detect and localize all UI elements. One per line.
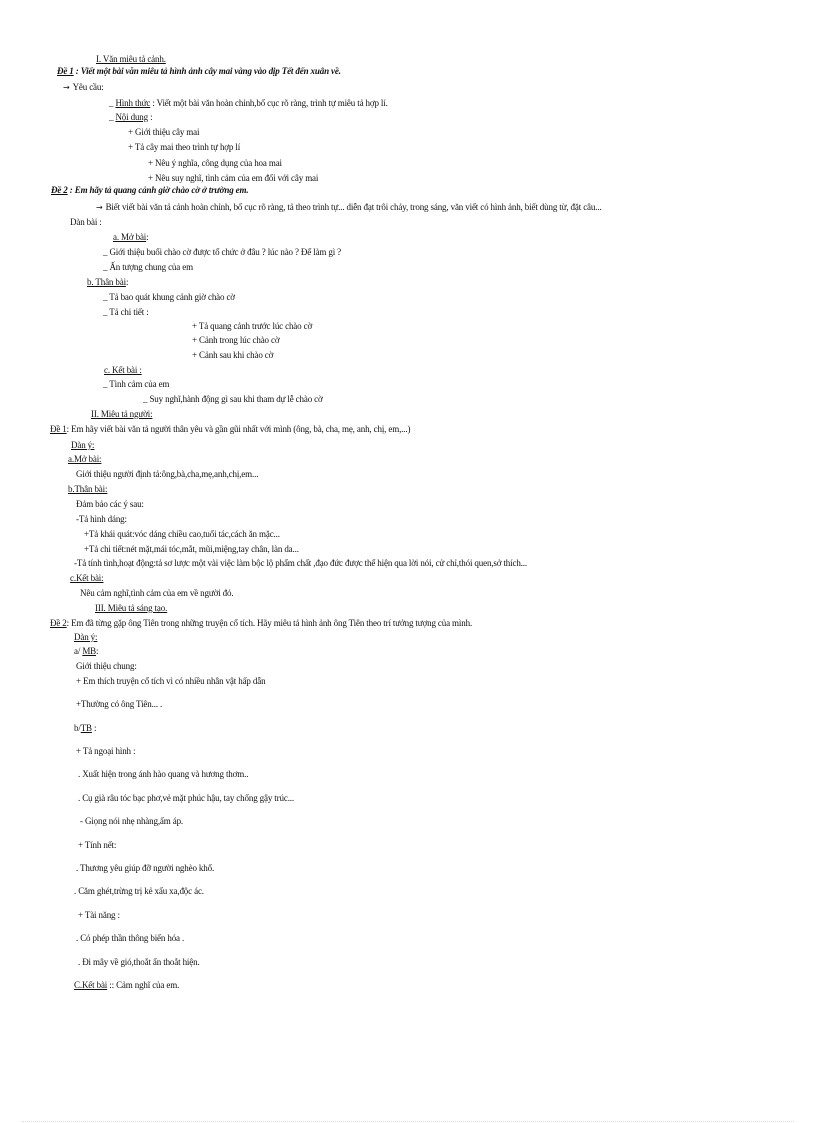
list-item: _ Tình cảm của em <box>103 379 170 389</box>
danyi-label: Dàn ý: <box>71 440 95 450</box>
list-item: + Giới thiệu cây mai <box>128 127 200 137</box>
ketbai-heading: c.Kết bài: <box>70 573 104 583</box>
mb-colon: : <box>96 646 99 656</box>
list-item: +Tả khái quát:vóc dáng chiều cao,tuổi tác,cách ăn mặc... <box>84 529 280 539</box>
de1-prompt <box>57 65 341 77</box>
hinhthuc-text: : Viết một bài văn hoàn chỉnh,bố cục rõ ràng, trình tự miêu tả hợp lí. <box>152 98 388 108</box>
s3-de2-label: Đề 2 <box>50 618 67 628</box>
section-2-heading: II. Miêu tả người: <box>91 409 153 419</box>
list-item: _ Suy nghĩ,hành động gì sau khi tham dự lễ chào cờ <box>143 394 323 404</box>
list-item: + Nêu ý nghĩa, công dụng của hoa mai <box>148 158 282 168</box>
tainang-heading: + Tài năng : <box>78 910 120 920</box>
s3-de2-text: : Em đã từng gặp ông Tiên trong những truyện cổ tích. Hãy miêu tả hình ảnh ông Tiên theo trí tưởng tượng của mình. <box>66 618 473 628</box>
list-item: . Căm ghét,trừng trị kẻ xấu xa,độc ác. <box>74 886 204 896</box>
ngoaihinh-heading: + Tả ngoại hình : <box>76 746 136 756</box>
list-item: + Nêu suy nghĩ, tình cảm của em đối với cây mai <box>148 173 319 183</box>
mobai-heading: a.Mở bài: <box>68 454 102 464</box>
list-item: + Cảnh sau khi chào cờ <box>192 350 274 360</box>
noidung-label: Nội dung <box>115 112 149 122</box>
mb-label: MB <box>82 646 97 656</box>
tb-colon: : <box>94 723 97 733</box>
kb-label: C.Kết bài <box>74 980 108 990</box>
page-bottom-divider <box>22 1121 794 1122</box>
yeucau-label: Yêu cầu: <box>72 82 104 92</box>
kb-text: :: Cảm nghĩ của em. <box>109 980 180 990</box>
section-3-heading: III. Miêu tả sáng tạo. <box>95 603 168 613</box>
list-item: + Tả quang cảnh trước lúc chào cờ <box>192 321 313 331</box>
list-item: +Tả chi tiết:nét mặt,mái tóc,mắt, mũi,miệng,tay chân, làn da... <box>84 544 299 554</box>
list-item: _ Giới thiệu buổi chào cờ được tổ chức ở đâu ? lúc nào ? Để làm gì ? <box>103 247 342 257</box>
tb-label: TB <box>80 723 92 733</box>
ketbai-text: Nêu cảm nghĩ,tình cảm của em về người đó. <box>80 588 234 598</box>
mb-prefix: a/ <box>74 646 81 656</box>
thanbai-colon: : <box>125 277 129 287</box>
mobai-colon: : <box>146 232 149 242</box>
list-item: _ Tả bao quát khung cảnh giờ chào cờ <box>103 292 235 302</box>
list-item: _ Ấn tượng chung của em <box>103 262 193 272</box>
yeucau-line <box>63 81 104 94</box>
ketbai-heading: c. Kết bài : <box>104 365 142 375</box>
thanbai-heading <box>87 276 128 288</box>
tahinh-text: -Tả hình dáng: <box>76 514 127 524</box>
mobai-label: a. Mở bài <box>113 232 147 242</box>
list-item: + Em thích truyện cổ tích vì có nhiều nhân vật hấp dẫn <box>76 676 266 686</box>
de2-label: Đề 2 <box>51 185 68 195</box>
list-item: . Đi mây về gió,thoắt ẩn thoắt hiện. <box>78 957 200 967</box>
de1-label: Đề 1 <box>57 66 74 76</box>
hinhthuc-line: _ Hình thức : Viết một bài văn hoàn chỉnh,bố cục rõ ràng, trình tự miêu tả hợp lí. <box>109 98 388 108</box>
kb-heading <box>74 979 179 991</box>
list-item: - Giọng nói nhẹ nhàng,ấm áp. <box>80 816 184 826</box>
arrow-right-icon: → <box>96 203 103 212</box>
s3-de2-prompt <box>50 617 472 629</box>
arrow-right-icon: → <box>63 83 70 92</box>
list-item: +Thường có ông Tiên... . <box>76 699 163 709</box>
s2-de1-label: Đề 1 <box>50 424 67 434</box>
mb-heading <box>74 645 98 657</box>
de2-text: : Em hãy tả quang cảnh giờ chào cờ ở trường em. <box>69 185 249 195</box>
de2-prompt <box>51 184 248 196</box>
dambao-text: Đảm bảo các ý sau: <box>76 499 144 509</box>
danbai-label: Dàn bài : <box>70 217 102 227</box>
noidung-colon: : <box>150 112 153 122</box>
gioithieu-text: Giới thiệu chung: <box>76 661 137 671</box>
list-item: . Xuất hiện trong ánh hào quang và hương thơm.. <box>78 769 249 779</box>
list-item: . Thương yêu giúp đỡ người nghèo khổ. <box>76 863 215 873</box>
list-item: . Cụ già râu tóc bạc phơ,vẻ mặt phúc hậu, tay chống gậy trúc... <box>78 793 294 803</box>
tinhtinh-text: -Tả tính tình,hoạt động:tả sơ lược một vài việc làm bộc lộ phẩm chất ,đạo đức được thể hiện qua lời nói, cử chỉ,thói quen,sở thích... <box>74 558 528 568</box>
mobai-text: Giới thiệu người định tả:ông,bà,cha,mẹ,anh,chị,em... <box>76 469 259 479</box>
list-item: _ Tả chi tiết : <box>103 307 149 317</box>
thanbai-heading: b.Thân bài: <box>68 484 108 494</box>
de1-text: : Viết một bài văn miêu tả hình ảnh cây mai vàng vào dịp Tết đến xuân về. <box>75 66 341 76</box>
mobai-heading <box>113 231 149 243</box>
danyi-label: Dàn ý: <box>74 632 98 642</box>
thanbai-label: b. Thân bài <box>87 277 126 287</box>
list-item: + Tả cây mai theo trình tự hợp lí <box>128 142 241 152</box>
s2-de1-prompt <box>50 423 410 435</box>
de2-intro: Biết viết bài văn tả cảnh hoàn chỉnh, bố cục rõ ràng, tả theo trình tự... diễn đạt trôi chảy, trong sáng, văn viết có hình ảnh, biết dùng từ, đặt câu... <box>105 202 602 212</box>
hinhthuc-label: Hình thức <box>115 98 151 108</box>
list-item: . Có phép thần thông biến hóa . <box>76 933 185 943</box>
s2-de1-text: : Em hãy viết bài văn tả người thân yêu và gần gũi nhất với mình (ông, bà, cha, mẹ, anh, chị, em,...) <box>66 424 411 434</box>
tb-prefix: b/ <box>74 723 81 733</box>
de2-intro-line <box>96 201 602 214</box>
tb-heading <box>74 722 96 734</box>
list-item: + Cảnh trong lúc chào cờ <box>192 335 280 345</box>
tinhnet-heading: + Tính nết: <box>78 840 117 850</box>
section-1-heading: I. Văn miêu tả cảnh. <box>96 54 166 64</box>
noidung-line: _ Nội dung : <box>109 112 153 122</box>
